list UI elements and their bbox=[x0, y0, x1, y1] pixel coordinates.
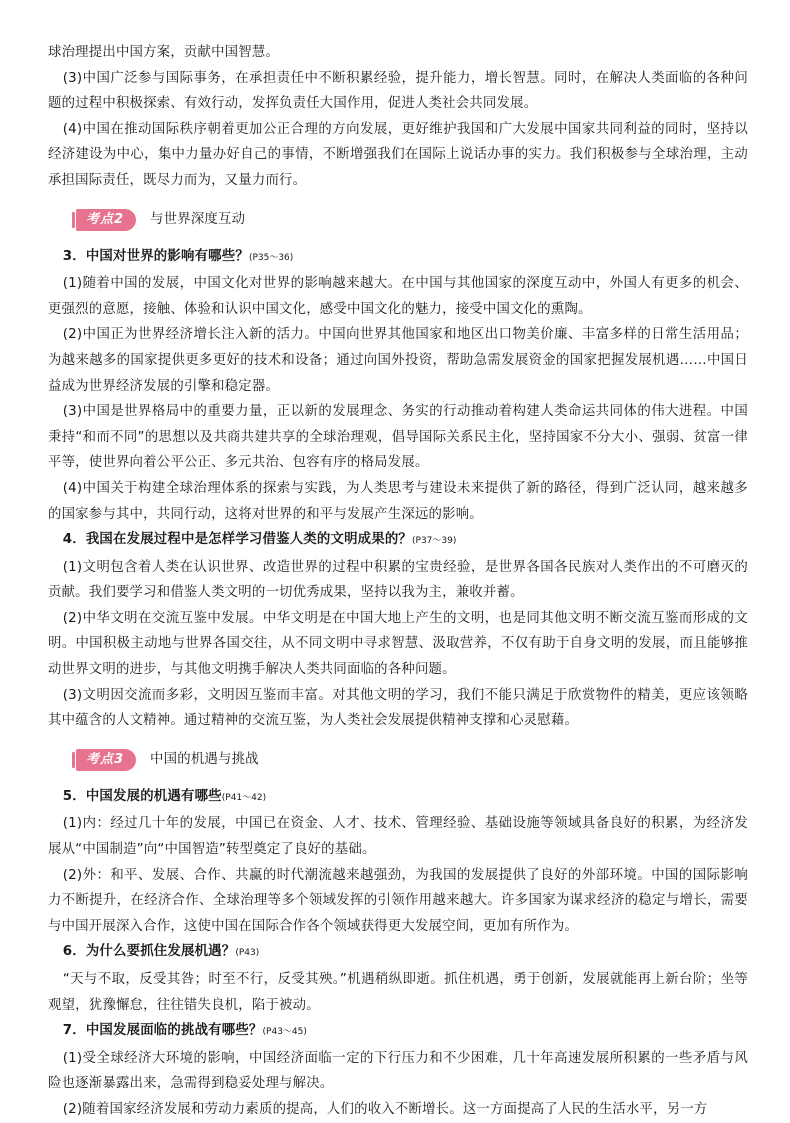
paragraph: (2)随着国家经济发展和劳动力素质的提高，人们的收入不断增长。这一方面提高了人民的生活水平，另一方 bbox=[62, 1101, 708, 1117]
question-heading bbox=[48, 939, 748, 967]
paragraph: 球治理提出中国方案，贡献中国智慧。 bbox=[48, 45, 280, 60]
section-badge: 考点2 bbox=[76, 209, 136, 231]
paragraph: (1)内：经过几十年的发展，中国已在资金、人才、技术、管理经验、基础设施等领域具备良好的积累，为经济发展从“中国制造”向“中国智造”转型奠定了良好的基础。 bbox=[48, 816, 748, 858]
document-page bbox=[48, 40, 748, 1123]
question-text: 6．为什么要抓住发展机遇？ bbox=[62, 944, 236, 960]
question-heading bbox=[48, 244, 748, 272]
paragraph: (3)中国是世界格局中的重要力量，正以新的发展理念、务实的行动推动着构建人类命运共同体的伟大进程。中国秉持“和而不同”的思想以及共商共建共享的全球治理观，倡导国际关系民主化，坚持国家不分大小、强弱、贫富一律平等，使世界向着公平公正、多元共治、包容有序的格局发展。 bbox=[48, 404, 748, 471]
paragraph: “天与不取，反受其咎；时至不行，反受其殃。”机遇稍纵即逝。抓住机遇，勇于创新，发展就能再上新台阶；坐等观望，犹豫懈怠，往往错失良机，陷于被动。 bbox=[48, 972, 748, 1013]
section-badge: 考点3 bbox=[76, 749, 136, 771]
section-title: 与世界深度互动 bbox=[150, 211, 246, 227]
question-text: 4．我国在发展过程中是怎样学习借鉴人类的文明成果的？ bbox=[62, 532, 413, 548]
paragraph: (4)中国在推动国际秩序朝着更加公正合理的方向发展，更好维护我国和广大发展中国家共同利益的同时，坚持以经济建设为中心，集中力量办好自己的事情，不断增强我们在国际上说话办事的实力。我们积极参与全球治理，主动承担国际责任，既尽力而为，又量力而行。 bbox=[48, 121, 748, 188]
question-heading bbox=[48, 527, 748, 555]
question-heading bbox=[48, 784, 748, 812]
page-reference: (P41～42) bbox=[221, 792, 267, 803]
page-reference: (P43～45) bbox=[262, 1027, 307, 1038]
paragraph: (2)中国正为世界经济增长注入新的活力。中国向世界其他国家和地区出口物美价廉、丰富多样的日常生活用品；为越来越多的国家提供更多更好的技术和设备；通过向国外投资，帮助急需发展资金的国家把握发展机遇……中国日益成为世界经济发展的引擎和稳定器。 bbox=[48, 327, 748, 394]
paragraph: (2)中华文明在交流互鉴中发展。中华文明是在中国大地上产生的文明，也是同其他文明不断交流互鉴而形成的文明。中国积极主动地与世界各国交往，从不同文明中寻求智慧、汲取营养，不仅有助于自身文明的发展，而且能够推动世界文明的进步，与其他文明携手解决人类共同面临的各种问题。 bbox=[48, 610, 748, 678]
paragraph: (3)中国广泛参与国际事务，在承担责任中不断积累经验，提升能力，增长智慧。同时，在解决人类面临的各种问题的过程中积极探索、有效行动，发挥负责任大国作用，促进人类社会共同发展。 bbox=[48, 70, 748, 112]
paragraph: (1)随着中国的发展，中国文化对世界的影响越来越大。在中国与其他国家的深度互动中，外国人有更多的机会、更强烈的意愿，接触、体验和认识中国文化，感受中国文化的魅力，接受中国文化的熏陶。 bbox=[48, 276, 748, 317]
paragraph: (1)文明包含着人类在认识世界、改造世界的过程中积累的宝贵经验，是世界各国各民族对人类作出的不可磨灭的贡献。我们要学习和借鉴人类文明的一切优秀成果，坚持以我为主，兼收并蓄。 bbox=[48, 559, 748, 601]
section-title: 中国的机遇与挑战 bbox=[150, 752, 259, 768]
paragraph: (4)中国关于构建全球治理体系的探索与实践，为人类思考与建设未来提供了新的路径，得到广泛认同，越来越多的国家参与其中，共同行动，这将对世界的和平与发展产生深远的影响。 bbox=[48, 480, 748, 522]
section-heading bbox=[76, 746, 748, 774]
page-reference: (P35～36) bbox=[248, 252, 294, 263]
question-text: 7．中国发展面临的挑战有哪些？ bbox=[62, 1023, 263, 1039]
section-heading bbox=[76, 206, 748, 234]
page-reference: (P37～39) bbox=[412, 536, 457, 547]
paragraph: (1)受全球经济大环境的影响，中国经济面临一定的下行压力和不少困难，几十年高速发展所积累的一些矛盾与风险也逐渐暴露出来，急需得到稳妥处理与解决。 bbox=[48, 1050, 748, 1092]
question-heading bbox=[48, 1018, 748, 1046]
question-text: 3．中国对世界的影响有哪些？ bbox=[62, 248, 249, 264]
paragraph: (2)外：和平、发展、合作、共赢的时代潮流越来越强劲，为我国的发展提供了良好的外部环境。中国的国际影响力不断提升，在经济合作、全球治理等多个领域发挥的引领作用越来越大。许多国家为谋求经济的稳定与增长，需要与中国开展深入合作，这使中国在国际合作各个领域获得更大发展空间，更加有所作为。 bbox=[48, 867, 748, 934]
page-reference: (P43) bbox=[235, 948, 260, 959]
question-text: 5．中国发展的机遇有哪些 bbox=[62, 788, 222, 804]
paragraph: (3)文明因交流而多彩，文明因互鉴而丰富。对其他文明的学习，我们不能只满足于欣赏物件的精美，更应该领略其中蕴含的人文精神。通过精神的交流互鉴，为人类社会发展提供精神支撑和心灵慰藉。 bbox=[48, 687, 748, 729]
